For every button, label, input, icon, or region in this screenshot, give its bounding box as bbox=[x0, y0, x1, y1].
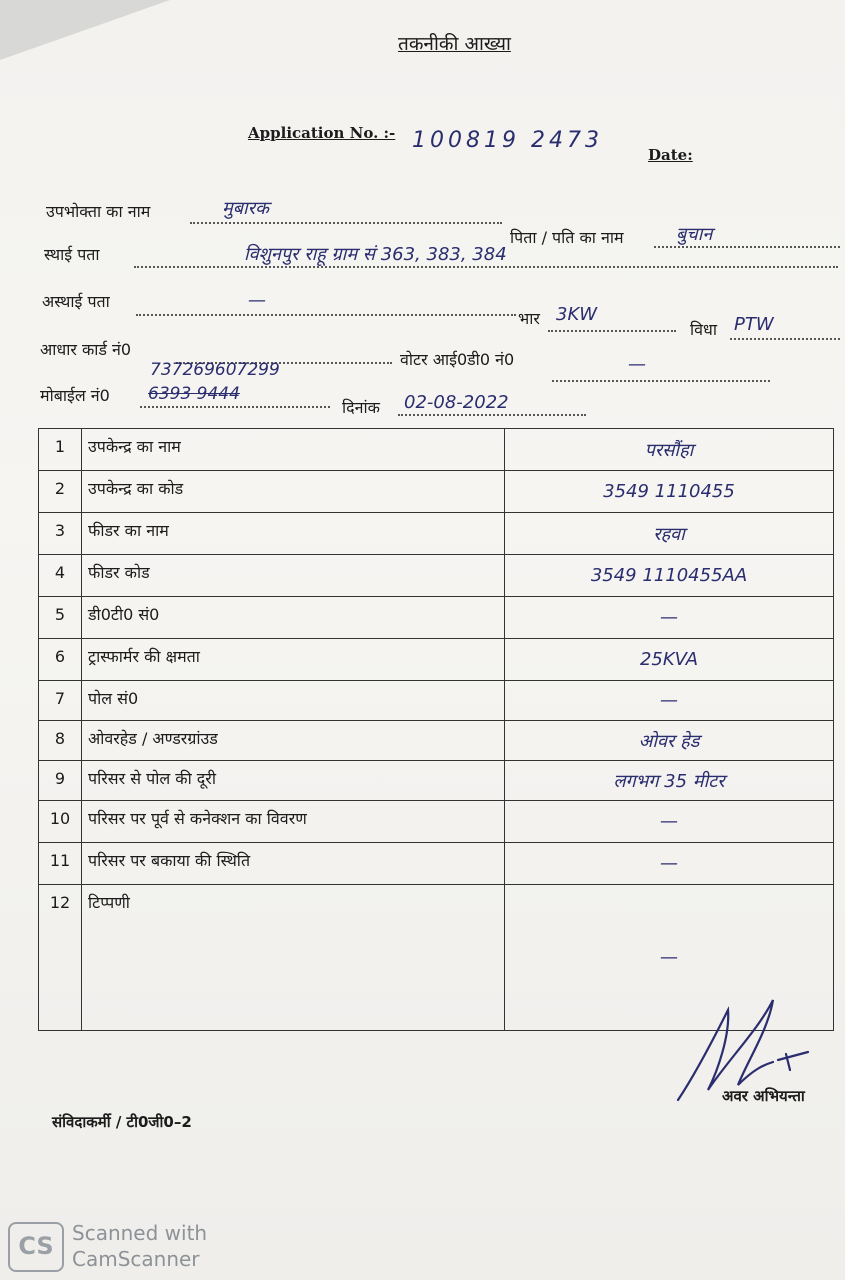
aadhaar-label: आधार कार्ड नं0 bbox=[40, 340, 132, 359]
category-label: विधा bbox=[690, 320, 718, 339]
row-label: ओवरहेड / अण्डरग्रांउड bbox=[82, 721, 505, 761]
table-row bbox=[39, 513, 834, 555]
row-value: — bbox=[505, 885, 834, 1031]
row-value: परसौंहा bbox=[505, 429, 834, 471]
temp-address-line bbox=[136, 314, 516, 316]
row-value: रहवा bbox=[505, 513, 834, 555]
date-field-value: 02-08-2022 bbox=[404, 392, 509, 413]
contract-worker-label: संविदाकर्मी / टी0जी0–2 bbox=[52, 1113, 192, 1131]
voter-id-value: — bbox=[628, 354, 646, 375]
row-value: ओवर हेड bbox=[505, 721, 834, 761]
father-name-line bbox=[654, 246, 840, 248]
load-line bbox=[548, 330, 676, 332]
row-label: डी0टी0 सं0 bbox=[82, 597, 505, 639]
consumer-name-line bbox=[190, 222, 502, 224]
table-row bbox=[39, 555, 834, 597]
page-fold bbox=[0, 0, 170, 60]
document-title: तकनीकी आख्या bbox=[398, 33, 511, 55]
details-table bbox=[38, 428, 834, 1031]
table-row bbox=[39, 597, 834, 639]
row-value: — bbox=[505, 597, 834, 639]
row-number: 9 bbox=[39, 761, 82, 801]
row-number: 6 bbox=[39, 639, 82, 681]
category-line bbox=[730, 338, 840, 340]
row-label: फीडर का नाम bbox=[82, 513, 505, 555]
application-number: 100819 2473 bbox=[412, 128, 603, 153]
date-field-label: दिनांक bbox=[342, 398, 380, 417]
row-label: परिसर से पोल की दूरी bbox=[82, 761, 505, 801]
camscanner-watermark bbox=[72, 1220, 207, 1272]
junior-engineer-label: अवर अभियन्ता bbox=[722, 1087, 805, 1105]
table-row bbox=[39, 639, 834, 681]
temp-address-label: अस्थाई पता bbox=[42, 292, 110, 311]
permanent-address-line bbox=[134, 266, 838, 268]
row-number: 5 bbox=[39, 597, 82, 639]
date-field-line bbox=[398, 414, 586, 416]
row-value: — bbox=[505, 801, 834, 843]
row-number: 10 bbox=[39, 801, 82, 843]
camscanner-line2: CamScanner bbox=[72, 1247, 200, 1271]
application-label: Application No. :- bbox=[248, 124, 396, 142]
father-name-value: बुचान bbox=[676, 224, 713, 245]
row-number: 11 bbox=[39, 843, 82, 885]
row-value: 25KVA bbox=[505, 639, 834, 681]
load-label: भार bbox=[518, 309, 540, 328]
temp-address-value: — bbox=[248, 290, 266, 311]
row-value: 3549 1110455AA bbox=[505, 555, 834, 597]
table-row bbox=[39, 721, 834, 761]
voter-id-line bbox=[552, 380, 770, 382]
camscanner-logo: CS bbox=[8, 1222, 64, 1272]
permanent-address-value: विशुनपुर राहू ग्राम सं 363, 383, 384 bbox=[244, 244, 507, 265]
mobile-value: 6393 9444 bbox=[148, 384, 240, 404]
row-label: टिप्पणी bbox=[82, 885, 505, 1031]
load-value: 3KW bbox=[556, 304, 598, 325]
table-row bbox=[39, 801, 834, 843]
row-value: — bbox=[505, 843, 834, 885]
mobile-line bbox=[140, 406, 330, 408]
table-row bbox=[39, 681, 834, 721]
mobile-label: मोबाईल नं0 bbox=[40, 386, 110, 405]
date-label: Date: bbox=[648, 146, 693, 164]
row-label: परिसर पर बकाया की स्थिति bbox=[82, 843, 505, 885]
row-value: लगभग 35 मीटर bbox=[505, 761, 834, 801]
row-label: फीडर कोड bbox=[82, 555, 505, 597]
row-label: ट्रास्फार्मर की क्षमता bbox=[82, 639, 505, 681]
aadhaar-value: 737269607299 bbox=[150, 360, 280, 380]
row-number: 8 bbox=[39, 721, 82, 761]
row-number: 12 bbox=[39, 885, 82, 1031]
row-number: 3 bbox=[39, 513, 82, 555]
consumer-name-value: मुबारक bbox=[222, 198, 269, 219]
voter-id-label: वोटर आई0डी0 नं0 bbox=[400, 350, 515, 369]
table-row bbox=[39, 429, 834, 471]
table-row bbox=[39, 843, 834, 885]
row-number: 2 bbox=[39, 471, 82, 513]
row-label: पोल सं0 bbox=[82, 681, 505, 721]
table-row bbox=[39, 471, 834, 513]
table-row bbox=[39, 761, 834, 801]
permanent-address-label: स्थाई पता bbox=[44, 245, 100, 264]
row-value: 3549 1110455 bbox=[505, 471, 834, 513]
father-name-label: पिता / पति का नाम bbox=[510, 228, 624, 247]
row-label: उपकेन्द्र का नाम bbox=[82, 429, 505, 471]
row-number: 7 bbox=[39, 681, 82, 721]
camscanner-line1: Scanned with bbox=[72, 1221, 208, 1245]
row-number: 4 bbox=[39, 555, 82, 597]
category-value: PTW bbox=[734, 314, 774, 335]
row-label: उपकेन्द्र का कोड bbox=[82, 471, 505, 513]
consumer-name-label: उपभोक्ता का नाम bbox=[46, 202, 151, 221]
row-number: 1 bbox=[39, 429, 82, 471]
row-label: परिसर पर पूर्व से कनेक्शन का विवरण bbox=[82, 801, 505, 843]
row-value: — bbox=[505, 681, 834, 721]
